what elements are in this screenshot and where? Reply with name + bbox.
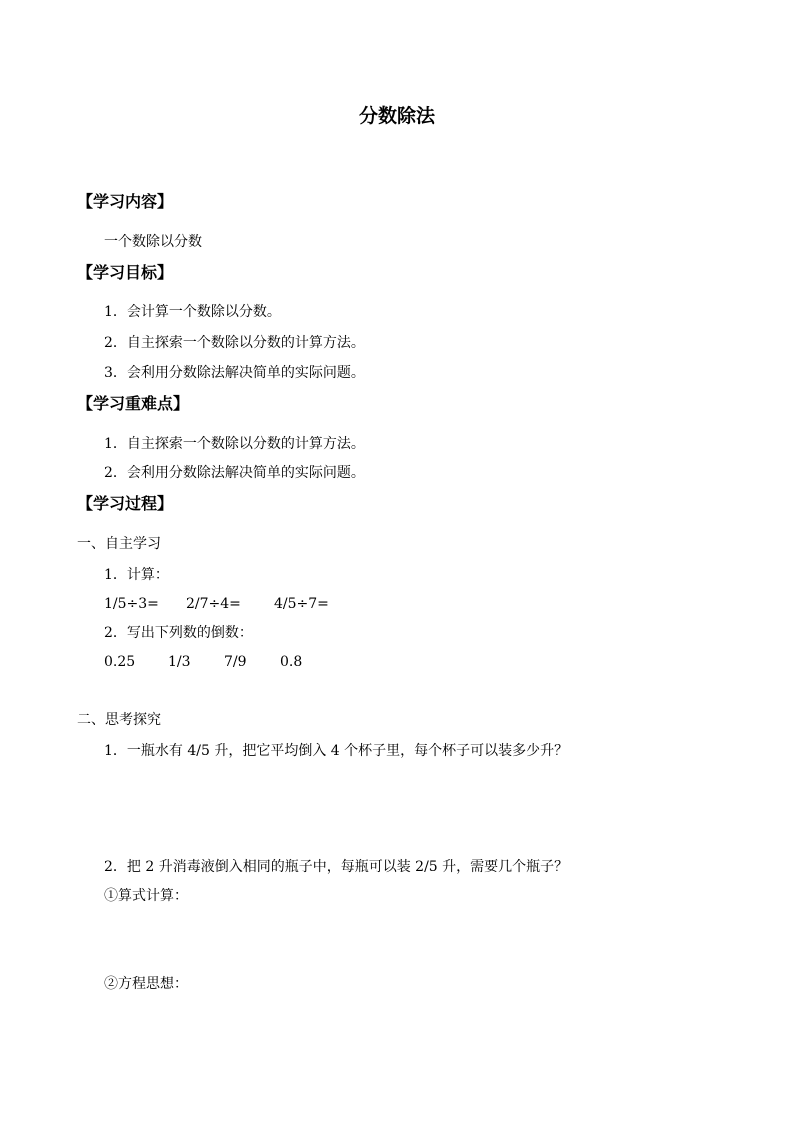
part1-q2-label: 2．写出下列数的倒数：	[104, 625, 253, 641]
part1-q1-expressions	[104, 597, 329, 611]
section-heading-keypoints: 【学习重难点】	[77, 394, 190, 413]
goal-item: 2．自主探索一个数除以分数的计算方法。	[104, 335, 365, 351]
goal-item: 1．会计算一个数除以分数。	[104, 304, 281, 320]
section-heading-process: 【学习过程】	[77, 494, 174, 513]
part1-title: 一、自主学习	[77, 536, 161, 552]
content-text: 一个数除以分数	[104, 234, 202, 250]
part1-q1-label: 1．计算：	[104, 567, 169, 583]
reciprocal-number: 0.8	[280, 654, 303, 670]
reciprocal-number: 1/3	[168, 654, 191, 670]
keypoint-item: 1．自主探索一个数除以分数的计算方法。	[104, 436, 365, 452]
part1-q2-numbers	[104, 655, 302, 669]
part2-q2-method-equation: ②方程思想：	[104, 976, 188, 992]
calc-expression: 4/5÷7=	[274, 596, 329, 612]
reciprocal-number: 7/9	[224, 654, 247, 670]
goal-item: 3．会利用分数除法解决简单的实际问题。	[104, 365, 365, 381]
reciprocal-number: 0.25	[104, 654, 136, 670]
part2-question-1: 1．一瓶水有 4/5 升，把它平均倒入 4 个杯子里，每个杯子可以装多少升？	[104, 743, 569, 759]
section-heading-goals: 【学习目标】	[77, 263, 174, 282]
section-heading-content: 【学习内容】	[77, 192, 174, 211]
page-title: 分数除法	[358, 105, 435, 127]
keypoint-item: 2．会利用分数除法解决简单的实际问题。	[104, 465, 365, 481]
part2-title: 二、思考探究	[77, 712, 161, 728]
part2-question-2: 2．把 2 升消毒液倒入相同的瓶子中，每瓶可以装 2/5 升，需要几个瓶子？	[104, 859, 569, 875]
part2-q2-method-arithmetic: ①算式计算：	[104, 888, 188, 904]
calc-expression: 2/7÷4=	[186, 596, 241, 612]
calc-expression: 1/5÷3=	[104, 596, 159, 612]
